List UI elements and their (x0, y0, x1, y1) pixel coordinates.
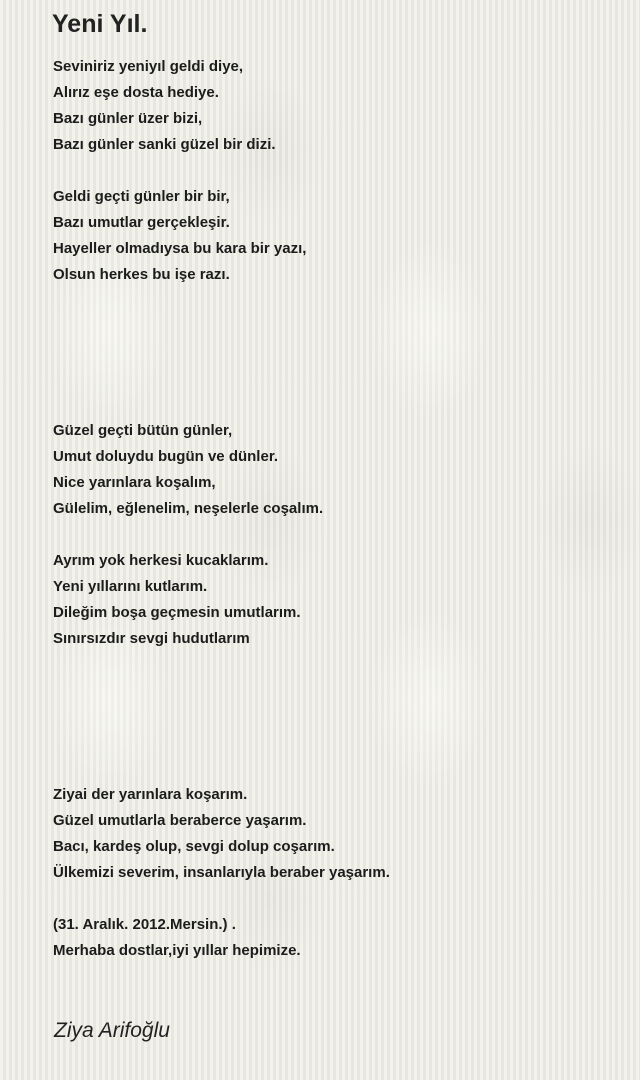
poet-name: Ziya Arifoğlu (54, 1019, 170, 1042)
poem-line: Nice yarınlara koşalım, (53, 474, 216, 491)
stanza (53, 912, 613, 964)
poem-line: Bazı günler sanki güzel bir dizi. (53, 136, 276, 153)
stanza (53, 418, 613, 522)
poem-line: Ülkemizi severim, insanlarıyla beraber yaşarım. (53, 864, 390, 881)
poem-line: Bazı günler üzer bizi, (53, 110, 203, 127)
stanza (53, 54, 613, 158)
poem-line: (31. Aralık. 2012.Mersin.) . (53, 916, 236, 933)
poem-line: Bacı, kardeş olup, sevgi dolup coşarım. (53, 838, 335, 855)
stanza (53, 548, 613, 652)
poem-line: Güzel geçti bütün günler, (53, 422, 233, 439)
stanza-gap (53, 158, 613, 184)
stanza (53, 184, 613, 288)
poem-title: Yeni Yıl. (52, 10, 148, 38)
poem-line: Sınırsızdır sevgi hudutlarım (53, 630, 250, 647)
poem-line: Gülelim, eğlenelim, neşelerle coşalım. (53, 500, 324, 517)
poem-line: Bazı umutlar gerçekleşir. (53, 214, 230, 231)
poem-line: Umut doluydu bugün ve dünler. (53, 448, 278, 465)
poem-line: Yeni yıllarını kutlarım. (53, 578, 208, 595)
poem-line: Ayrım yok herkesi kucaklarım. (53, 552, 269, 569)
poem-line: Geldi geçti günler bir bir, (53, 188, 230, 205)
poem-line: Merhaba dostlar,iyi yıllar hepimize. (53, 942, 301, 959)
poem-line: Ziyai der yarınlara koşarım. (53, 786, 248, 803)
poem-line: Olsun herkes bu işe razı. (53, 266, 230, 283)
poem-line: Dileğim boşa geçmesin umutlarım. (53, 604, 301, 621)
stanza-gap (53, 886, 613, 912)
poem-body (53, 54, 613, 964)
stanza (53, 782, 613, 886)
poem-line: Güzel umutlarla beraberce yaşarım. (53, 812, 307, 829)
poem-line: Hayeller olmadıysa bu kara bir yazı, (53, 240, 307, 257)
section-gap (53, 288, 613, 418)
poem-line: Alırız eşe dosta hediye. (53, 84, 219, 101)
poem-line: Seviniriz yeniyıl geldi diye, (53, 58, 244, 75)
section-gap (53, 652, 613, 782)
stanza-gap (53, 522, 613, 548)
